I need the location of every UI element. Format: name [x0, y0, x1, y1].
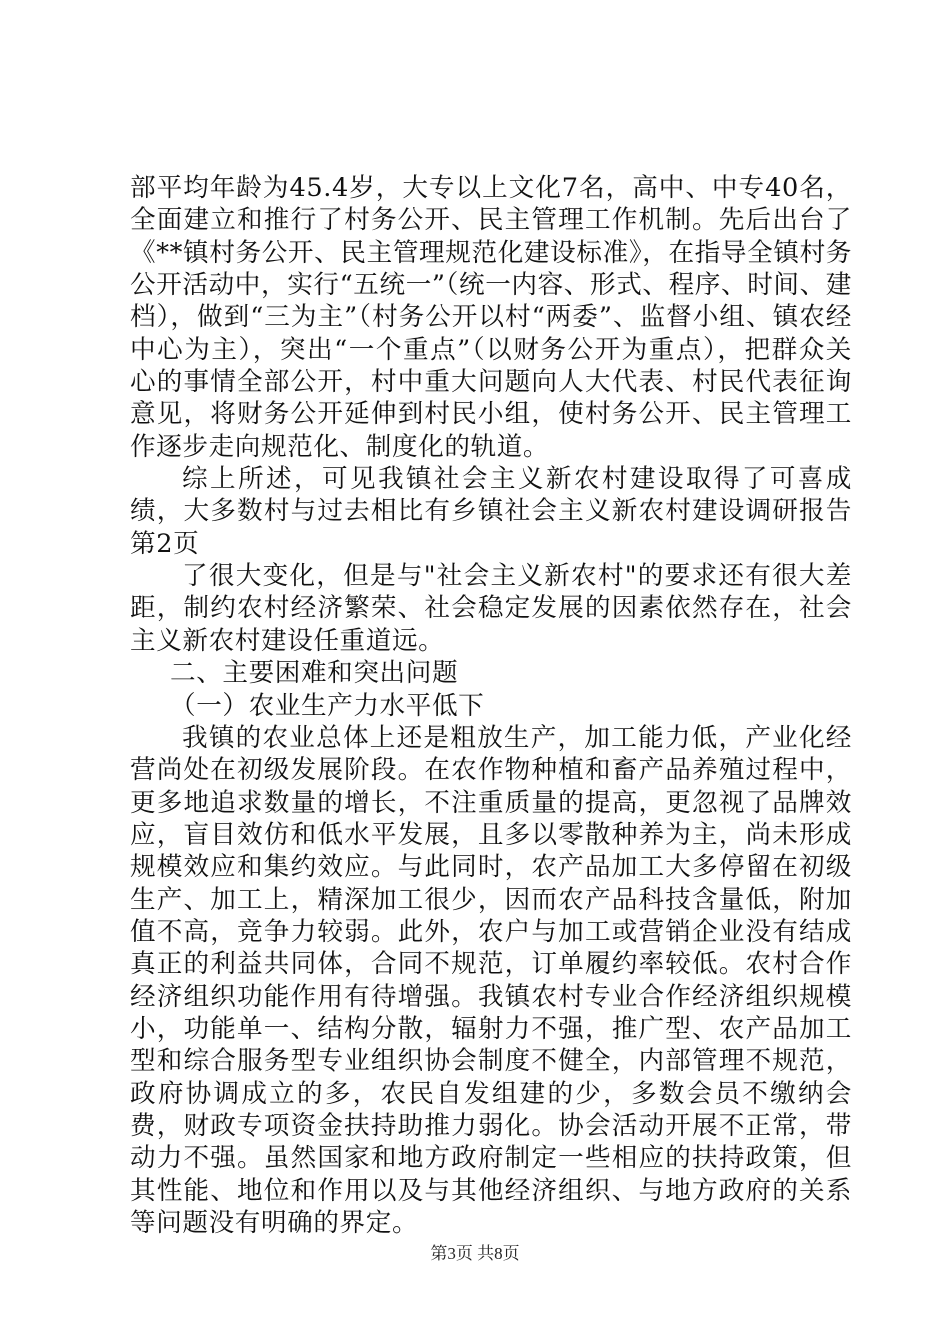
paragraph-summary: 综上所述，可见我镇社会主义新农村建设取得了可喜成绩，大多数村与过去相比有乡镇社会主义新农村建设调研报告第2页: [130, 464, 852, 559]
section-heading-difficulties: 二、主要困难和突出问题: [170, 658, 459, 689]
subsection-heading-productivity: （一）农业生产力水平低下: [170, 690, 485, 721]
document-body: [130, 172, 852, 1239]
paragraph-agriculture: 我镇的农业总体上还是粗放生产，加工能力低，产业化经营尚处在初级发展阶段。在农作物种植和畜产品养殖过程中，更多地追求数量的增长，不注重质量的提高，更忽视了品牌效应，盲目效仿和低水平发展，且多以零散种养为主，尚未形成规模效应和集约效应。与此同时，农产品加工大多停留在初级生产、加工上，精深加工很少，因而农产品科技含量低，附加值不高，竞争力较弱。此外，农户与加工或营销企业没有结成真正的利益共同体，合同不规范，订单履约率较低。农村合作经济组织功能作用有待增强。我镇农村专业合作经济组织规模小，功能单一、结构分散，辐射力不强，推广型、农产品加工型和综合服务型专业组织协会制度不健全，内部管理不规范，政府协调成立的多，农民自发组建的少，多数会员不缴纳会费，财政专项资金扶持助推力弱化。协会活动开展不正常，带动力不强。虽然国家和地方政府制定一些相应的扶持政策，但其性能、地位和作用以及与其他经济组织、与地方政府的关系等问题没有明确的界定。: [130, 722, 852, 1238]
paragraph-village-affairs: 部平均年龄为45.4岁，大专以上文化7名，高中、中专40名，全面建立和推行了村务公开、民主管理工作机制。先后出台了《**镇村务公开、民主管理规范化建设标准》，在指导全镇村务公开活动中，实行“五统一”（统一内容、形式、程序、时间、建档），做到“三为主”（村务公开以村“两委”、监督小组、镇农经中心为主），突出“一个重点”（以财务公开为重点），把群众关心的事情全部公开，村中重大问题向人大代表、村民代表征询意见，将财务公开延伸到村民小组，使村务公开、民主管理工作逐步走向规范化、制度化的轨道。: [130, 173, 852, 462]
paragraph-summary-continued: 了很大变化，但是与"社会主义新农村"的要求还有很大差距，制约农村经济繁荣、社会稳定发展的因素依然存在，社会主义新农村建设任重道远。: [130, 561, 852, 656]
page-footer: 第3页 共8页: [430, 1244, 520, 1263]
